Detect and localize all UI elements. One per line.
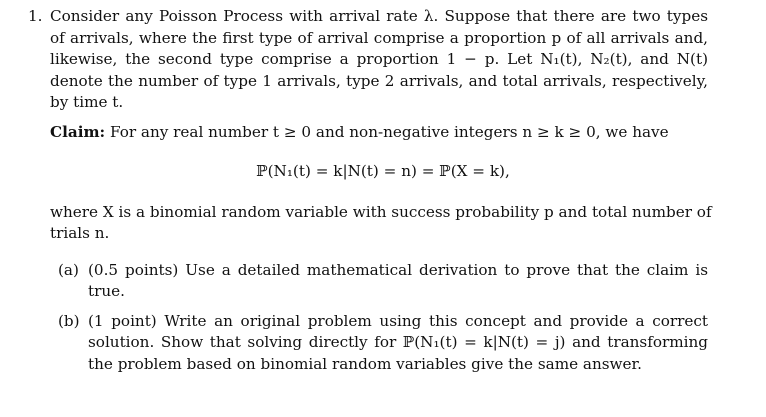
claim-text: For any real number t ≥ 0 and non-negative integers n ≥ k ≥ 0, we have xyxy=(109,123,669,141)
intro-line-1: Consider any Poisson Process with arrival rate λ. Suppose that there are two types xyxy=(50,7,708,25)
after-formula-line-2: trials n. xyxy=(50,224,110,242)
intro-line-4: denote the number of type 1 arrivals, type 2 arrivals, and total arrivals, respectively, xyxy=(50,72,708,90)
part-b-line-3: the problem based on binomial random variables give the same answer. xyxy=(88,355,642,373)
part-a-label: (a) xyxy=(58,261,79,279)
intro-line-2: of arrivals, where the first type of arrival comprise a proportion p of all arrivals and, xyxy=(50,29,708,47)
claim-statement xyxy=(50,122,669,144)
claim-label: Claim: xyxy=(50,123,106,141)
after-formula-line-1: where X is a binomial random variable with success probability p and total number of xyxy=(50,203,712,221)
problem-number: 1. xyxy=(28,7,43,25)
part-a-line-1: (0.5 points) Use a detailed mathematical derivation to prove that the claim is xyxy=(88,261,708,279)
part-b-line-2: solution. Show that solving directly for ℙ(N₁(t) = k|N(t) = j) and transforming xyxy=(88,333,708,351)
part-a-line-2: true. xyxy=(88,282,125,300)
intro-line-5: by time t. xyxy=(50,93,124,111)
claim-formula: ℙ(N₁(t) = k|N(t) = n) = ℙ(X = k), xyxy=(256,162,510,180)
part-b-label: (b) xyxy=(58,312,80,330)
intro-line-3: likewise, the second type comprise a proportion 1 − p. Let N₁(t), N₂(t), and N(t) xyxy=(50,50,708,68)
part-b-line-1: (1 point) Write an original problem using this concept and provide a correct xyxy=(88,312,708,330)
